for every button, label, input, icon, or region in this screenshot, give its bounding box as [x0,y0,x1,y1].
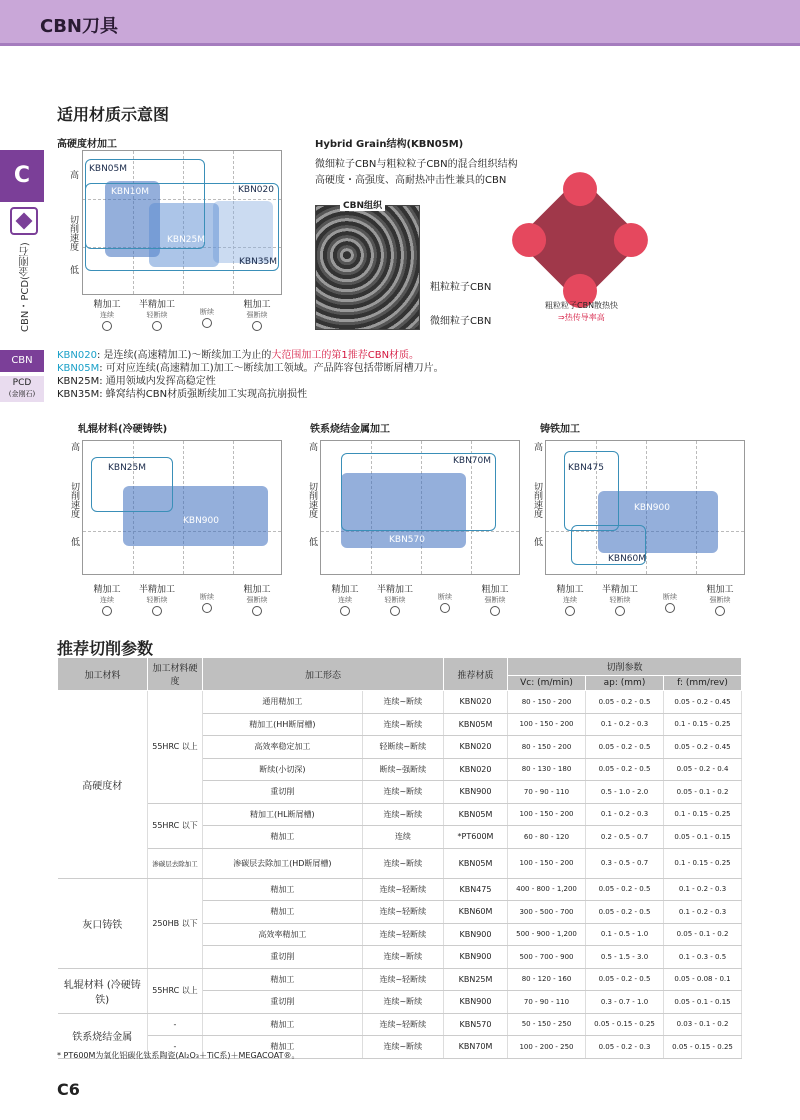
th-vc: Vc: (m/min) [508,676,586,691]
cell: 高效率精加工 [203,923,363,946]
table-row [58,968,742,991]
cell: 连续~断续 [362,1036,443,1059]
cell: 0.1 - 0.15 - 0.25 [664,848,742,878]
y-axis-low: 低 [307,537,317,546]
diagram-roll [82,440,282,575]
side-pcd-sub: (金刚石) [8,390,36,398]
cell: 500 - 900 - 1,200 [508,923,586,946]
side-pcd-label: PCD [12,378,32,388]
cut-type-icon [102,606,112,616]
cell: 精加工(HH断屑槽) [203,713,363,736]
chapter-tab[interactable]: C [0,150,44,202]
x-axis-label: 精加工 连续 [77,297,137,331]
x-axis-label: 半精加工 轻断续 [127,582,187,616]
page-number: C6 [57,1080,80,1099]
cell: 0.05 - 0.1 - 0.2 [664,781,742,804]
cell-hardness: 250HB 以下 [148,878,203,968]
cell-material: 轧辊材料 (冷硬铸铁) [58,968,148,1013]
cell: 精加工 [203,826,363,849]
label-kbn10m: KBN10M [111,187,150,197]
cell: 0.1 - 0.15 - 0.25 [664,713,742,736]
cell: 重切削 [203,781,363,804]
cut-type-icon [665,603,675,613]
x-axis-label: 精加工 连续 [315,582,375,616]
cell: 80 - 130 - 180 [508,758,586,781]
cell: *PT600M [444,826,508,849]
cell-hardness: - [148,1013,203,1036]
cell: 0.05 - 0.08 - 0.1 [664,968,742,991]
x-axis-label: 断续 [177,582,237,613]
cell: 0.1 - 0.2 - 0.3 [664,878,742,901]
cut-type-icon [152,606,162,616]
y-axis-label: 切削速度 [68,215,78,251]
cell: 断续(小切深) [203,758,363,781]
cell: 0.1 - 0.2 - 0.3 [586,713,664,736]
coarse-label: 粗粒粒子CBN [430,282,492,293]
cut-type-icon [252,321,262,331]
side-tab-pcd[interactable] [0,376,44,402]
cut-type-icon [715,606,725,616]
th-cut: 切削参数 [508,658,742,676]
y-axis-high: 高 [532,442,542,451]
cut-type-icon [490,606,500,616]
cell: 100 - 200 - 250 [508,1036,586,1059]
section-title-params: 推荐切削参数 [57,639,154,658]
cell: 0.05 - 0.2 - 0.5 [586,968,664,991]
cut-type-icon [565,606,575,616]
heat-diagram [516,176,643,303]
cell: 0.05 - 0.2 - 0.5 [586,691,664,714]
cut-type-icon [102,321,112,331]
cell: KBN900 [444,991,508,1014]
cbn-logo-icon [10,207,38,235]
cell: 连续~断续 [362,691,443,714]
cut-type-icon [202,318,212,328]
hybrid-line2: 高硬度・高强度、高耐热冲击性兼具的CBN [315,175,507,186]
diagram-title-castiron: 铸铁加工 [540,424,580,435]
cell: 连续~断续 [362,713,443,736]
cell: 精加工 [203,901,363,924]
cell: 70 - 90 - 110 [508,991,586,1014]
cell: KBN020 [444,758,508,781]
y-axis-high: 高 [69,442,79,451]
note-kbn35m: KBN35M: 蜂窝结构CBN材质强断续加工实现高抗崩损性 [57,389,308,400]
cell: KBN475 [444,878,508,901]
cell: 0.05 - 0.2 - 0.5 [586,901,664,924]
cell: 连续~轻断续 [362,901,443,924]
cell: 0.05 - 0.2 - 0.45 [664,691,742,714]
diagram-hard-materials [82,150,282,295]
sem-label: CBN组织 [340,198,385,211]
cell: 0.05 - 0.1 - 0.15 [664,826,742,849]
cell: 连续~断续 [362,848,443,878]
cell: KBN900 [444,781,508,804]
th-f: f: (mm/rev) [664,676,742,691]
label-kbn475: KBN475 [568,463,604,473]
x-axis-label: 断续 [415,582,475,613]
cut-type-icon [615,606,625,616]
cell: KBN900 [444,946,508,969]
label-kbn05m: KBN05M [89,164,128,174]
cell: 0.2 - 0.5 - 0.7 [586,826,664,849]
cell: 连续~断续 [362,946,443,969]
cell-hardness: 55HRC 以下 [148,803,203,848]
label-kbn70m: KBN70M [453,456,492,466]
cell: KBN05M [444,713,508,736]
cell-hardness: 55HRC 以上 [148,691,203,804]
page-title: CBN刀具 [40,16,118,37]
diagram-title-hard: 高硬度材加工 [57,139,117,150]
cell-hardness: - [148,1036,203,1059]
cell-hardness: 55HRC 以上 [148,968,203,1013]
label-kbn570: KBN570 [389,535,425,545]
label-kbn60m: KBN60M [608,554,647,564]
y-axis-speed: 切削速度 [307,482,317,518]
cell: 精加工 [203,878,363,901]
cell: KBN020 [444,736,508,759]
th-form: 加工形态 [203,658,444,691]
cell: 0.05 - 0.2 - 0.45 [664,736,742,759]
footnote: * PT600M为氧化铝碳化钛系陶瓷(Al₂O₃＋TiC系)＋MEGACOAT®。 [57,1051,300,1060]
cell: 重切削 [203,946,363,969]
cell: 轻断续~断续 [362,736,443,759]
cell: 80 - 150 - 200 [508,736,586,759]
table-row [58,803,742,826]
page-header [0,0,800,46]
diagram-title-roll: 轧辊材料(冷硬铸铁) [78,424,168,435]
cell: 0.05 - 0.2 - 0.5 [586,736,664,759]
cell: 精加工 [203,1013,363,1036]
x-axis-label: 精加工 连续 [540,582,600,616]
cell: 精加工 [203,1036,363,1059]
note-kbn25m: KBN25M: 通用领域内发挥高稳定性 [57,376,216,387]
x-axis-label: 粗加工 强断续 [465,582,525,616]
cell: 0.1 - 0.2 - 0.3 [586,803,664,826]
cell: 0.5 - 1.5 - 3.0 [586,946,664,969]
hybrid-line1: 微细粒子CBN与粗粒粒子CBN的混合组织结构 [315,159,518,170]
cell: 连续~轻断续 [362,878,443,901]
cell: KBN60M [444,901,508,924]
y-axis-speed: 切削速度 [69,482,79,518]
th-grade: 推荐材质 [444,658,508,691]
cell: 0.05 - 0.1 - 0.15 [664,991,742,1014]
cell: 0.5 - 1.0 - 2.0 [586,781,664,804]
label-kbn020: KBN020 [238,185,274,195]
cell-material: 灰口铸铁 [58,878,148,968]
cell: 0.05 - 0.2 - 0.4 [664,758,742,781]
cell: 断续~强断续 [362,758,443,781]
cell: 50 - 150 - 250 [508,1013,586,1036]
cell: 连续~断续 [362,781,443,804]
note-kbn020: KBN020: 是连续(高速精加工)～断续加工为止的大范围加工的第1推荐CBN材质。 [57,350,420,361]
cell: 精加工 [203,968,363,991]
cell: 精加工(HL断屑槽) [203,803,363,826]
cell: 连续~断续 [362,991,443,1014]
cell: 80 - 120 - 160 [508,968,586,991]
heat-note: 粗粒粒子CBN散热快 [545,301,619,310]
cut-type-icon [340,606,350,616]
cell-material: 高硬度材 [58,691,148,879]
cell: 100 - 150 - 200 [508,803,586,826]
note-kbn05m: KBN05M: 可对应连续(高速精加工)加工～断续加工领域。产品阵容包括带断屑槽刀片。 [57,363,444,374]
x-axis-label: 半精加工 轻断续 [365,582,425,616]
x-axis-label: 粗加工 强断续 [227,297,287,331]
cell: KBN020 [444,691,508,714]
cell: 70 - 90 - 110 [508,781,586,804]
side-tab-cbn[interactable]: CBN [0,350,44,372]
cell: 500 - 700 - 900 [508,946,586,969]
section-title-materials: 适用材质示意图 [57,105,170,124]
cell: 0.1 - 0.5 - 1.0 [586,923,664,946]
cell: 重切削 [203,991,363,1014]
cut-type-icon [252,606,262,616]
x-axis-label: 半精加工 轻断续 [127,297,187,331]
label-kbn25m: KBN25M [167,235,206,245]
cell: 连续 [362,826,443,849]
y-axis-speed: 切削速度 [532,482,542,518]
y-axis-low: 低 [69,537,79,546]
cell: 高效率稳定加工 [203,736,363,759]
cut-type-icon [440,603,450,613]
table-row [58,1013,742,1036]
cell: 0.05 - 0.15 - 0.25 [586,1013,664,1036]
th-material: 加工材料 [58,658,148,691]
table-row [58,848,742,878]
table-row [58,691,742,714]
hybrid-title: Hybrid Grain结构(KBN05M) [315,139,464,150]
x-axis-label: 精加工 连续 [77,582,137,616]
cell: 100 - 150 - 200 [508,848,586,878]
cell-hardness: 渗碳层去除加工 [148,848,203,878]
cell: 连续~轻断续 [362,923,443,946]
cell: 300 - 500 - 700 [508,901,586,924]
cell: 连续~轻断续 [362,1013,443,1036]
cell: 0.05 - 0.2 - 0.3 [586,1036,664,1059]
cell: KBN900 [444,923,508,946]
cell: KBN570 [444,1013,508,1036]
x-axis-label: 断续 [177,297,237,328]
x-axis-label: 断续 [640,582,700,613]
diagram-title-sinter: 铁系烧结金属加工 [310,424,390,435]
cell: 0.3 - 0.5 - 0.7 [586,848,664,878]
cell: 60 - 80 - 120 [508,826,586,849]
diagram-castiron [545,440,745,575]
cut-type-icon [390,606,400,616]
cell: 100 - 150 - 200 [508,713,586,736]
y-axis-high: 高 [68,170,78,179]
cell: 0.05 - 0.15 - 0.25 [664,1036,742,1059]
cell: 连续~轻断续 [362,968,443,991]
cell: 0.05 - 0.2 - 0.5 [586,758,664,781]
cut-type-icon [202,603,212,613]
cell: 0.1 - 0.2 - 0.3 [664,901,742,924]
fine-label: 微细粒子CBN [430,316,492,327]
diagram-sinter [320,440,520,575]
y-axis-low: 低 [532,537,542,546]
y-axis-low: 低 [68,265,78,274]
cell: 0.1 - 0.3 - 0.5 [664,946,742,969]
cell: KBN05M [444,803,508,826]
cell: 400 - 800 - 1,200 [508,878,586,901]
sem-image [315,205,420,330]
cell: 渗碳层去除加工(HD断屑槽) [203,848,363,878]
label-kbn35m: KBN35M [239,257,278,267]
cutting-params-table [57,657,742,1059]
label-kbn25m: KBN25M [108,463,147,473]
th-hardness: 加工材料硬度 [148,658,203,691]
cell-material: 铁系烧结金属 [58,1013,148,1058]
cell: KBN70M [444,1036,508,1059]
label-kbn900: KBN900 [634,503,670,513]
cell: KBN05M [444,848,508,878]
table-row [58,878,742,901]
cell: 连续~断续 [362,803,443,826]
cell: 80 - 150 - 200 [508,691,586,714]
label-kbn900: KBN900 [183,516,219,526]
cut-type-icon [152,321,162,331]
cell: 0.03 - 0.1 - 0.2 [664,1013,742,1036]
cell: 通用精加工 [203,691,363,714]
cell: 0.05 - 0.2 - 0.5 [586,878,664,901]
heat-note2: ⇒热传导率高 [558,313,605,322]
cell: KBN25M [444,968,508,991]
cell: 0.05 - 0.1 - 0.2 [664,923,742,946]
x-axis-label: 粗加工 强断续 [690,582,750,616]
side-vertical-label: CBN・PCD(金刚石) [20,242,31,333]
cell: 0.3 - 0.7 - 1.0 [586,991,664,1014]
x-axis-label: 半精加工 轻断续 [590,582,650,616]
cell: 0.1 - 0.15 - 0.25 [664,803,742,826]
x-axis-label: 粗加工 强断续 [227,582,287,616]
y-axis-high: 高 [307,442,317,451]
th-ap: ap: (mm) [586,676,664,691]
